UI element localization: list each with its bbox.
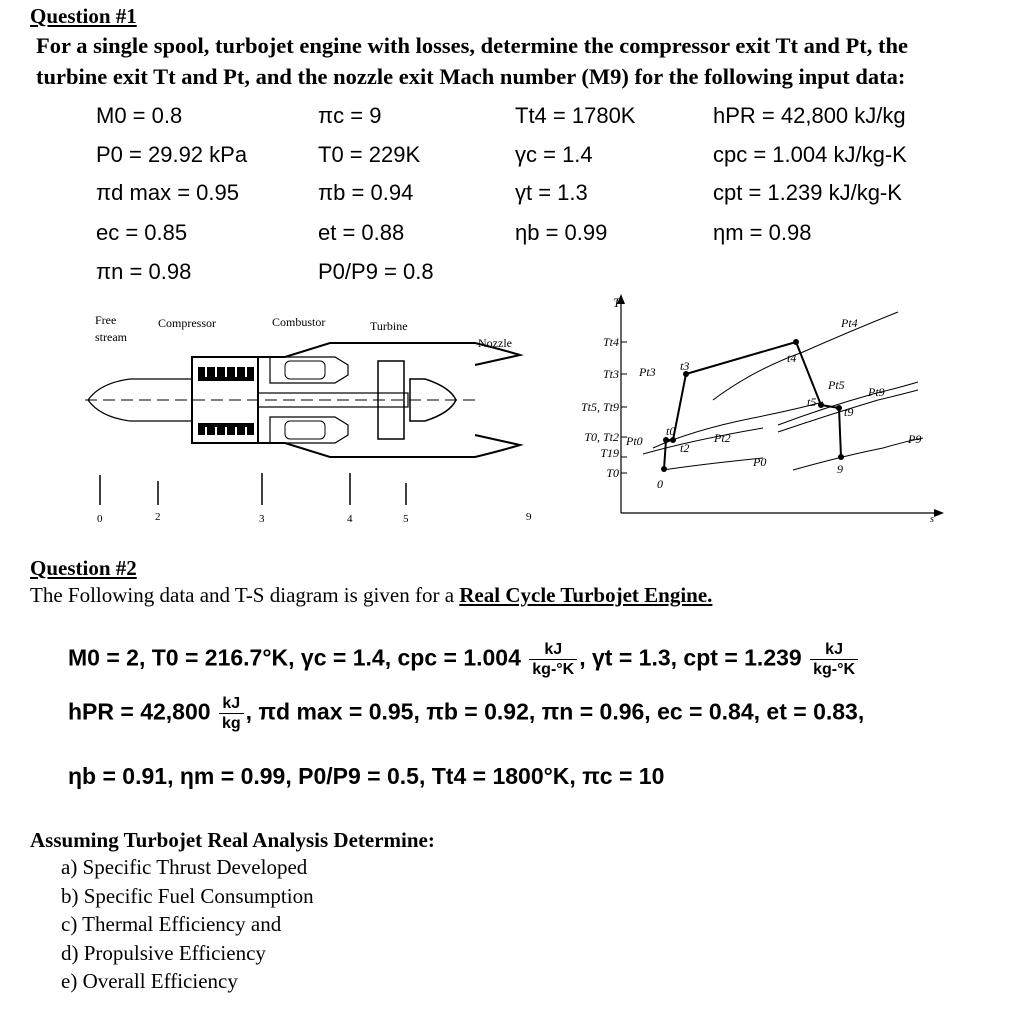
q1-heading: Question #1: [30, 4, 137, 28]
param: P0/P9 = 0.8: [318, 259, 434, 284]
y-label-t19: T19: [600, 446, 619, 460]
label-free: Free: [95, 313, 117, 327]
param: P0 = 29.92 kPa: [96, 142, 248, 167]
combustor-liner-lower: [285, 421, 325, 439]
list-item: d) Propulsive Efficiency: [61, 940, 266, 965]
y-label-tt3: Tt3: [602, 367, 619, 381]
t-axis-label: T: [613, 295, 621, 310]
eq2-part-b: , πd max = 0.95, πb = 0.92, πn = 0.96, ec = 0.84, et = 0.83,: [245, 698, 865, 725]
label-stream: stream: [95, 330, 127, 344]
nacelle-lower: [192, 435, 520, 457]
param: cpc = 1.004 kJ/kg-K: [713, 142, 907, 167]
station-4: 4: [347, 513, 353, 525]
param: M0 = 0.8: [96, 103, 183, 128]
fraction-den: kg: [221, 715, 241, 732]
eq1-part-b: , γt = 1.3, cpt = 1.239: [579, 644, 802, 671]
station-2: 2: [155, 511, 161, 523]
param: πb = 0.94: [318, 180, 414, 205]
param: Tt4 = 1780K: [515, 103, 636, 128]
q2-equation-line-2: [68, 694, 864, 733]
param: πc = 9: [318, 103, 382, 128]
t-s-diagram: [553, 290, 948, 522]
param: cpt = 1.239 kJ/kg-K: [713, 180, 902, 205]
q2-intro-bold: Real Cycle Turbojet Engine.: [459, 583, 713, 607]
cycle-t3-t4: [686, 342, 796, 374]
fraction-num: kJ: [219, 694, 244, 714]
param: T0 = 229K: [318, 142, 421, 167]
label-turbine: Turbine: [370, 319, 408, 333]
point-t9: t9: [844, 405, 854, 419]
station-3: 3: [259, 513, 265, 525]
point-t4: t4: [787, 351, 797, 365]
s-axis-label: s: [930, 514, 934, 522]
q2-assume-heading: Assuming Turbojet Real Analysis Determine:: [30, 828, 435, 852]
q1-line-1: For a single spool, turbojet engine with losses, determine the compressor exit Tt and Pt, the: [36, 33, 909, 58]
fraction-num: kJ: [810, 640, 858, 660]
isobar-label-pt4: Pt4: [841, 316, 858, 330]
param: πd max = 0.95: [96, 180, 239, 205]
fraction-kj-kgk: [529, 640, 577, 679]
param: γc = 1.4: [515, 142, 593, 167]
fraction-kj-kgk: [810, 640, 858, 679]
param: et = 0.88: [318, 220, 405, 245]
label-nozzle: Nozzle: [478, 336, 512, 350]
q2-intro-text: The Following data and T-S diagram is given for a: [30, 583, 455, 607]
point-t5: t5: [807, 395, 817, 409]
list-item: c) Thermal Efficiency and: [61, 912, 282, 936]
q2-intro: [30, 583, 712, 608]
point-0: 0: [657, 477, 663, 491]
y-label-tt5-tt9: Tt5, Tt9: [580, 400, 619, 414]
nacelle-upper: [192, 343, 520, 365]
y-label-t0-tt2: T0, Tt2: [584, 430, 619, 444]
param: ec = 0.85: [96, 220, 188, 245]
point-9: 9: [837, 462, 843, 476]
point-t3: t3: [680, 359, 690, 373]
q2-heading: Question #2: [30, 556, 137, 580]
s-axis-arrow: [934, 509, 944, 517]
param: γt = 1.3: [515, 180, 588, 205]
label-compressor: Compressor: [158, 316, 216, 330]
point-t2: t2: [680, 441, 690, 455]
fraction-den: kg-°K: [532, 661, 575, 678]
isobar-label-pt2: Pt2: [714, 431, 731, 445]
param: ηb = 0.99: [515, 220, 608, 245]
turbojet-engine-diagram: [80, 305, 550, 527]
shaft: [258, 393, 408, 407]
isobar-p0: [663, 458, 763, 470]
q2-equation-line-3: ηb = 0.91, ηm = 0.99, P0/P9 = 0.5, Tt4 = 1800°K, πc = 10: [68, 763, 665, 789]
param: ηm = 0.98: [713, 220, 812, 245]
q1-text: [36, 30, 1021, 92]
cycle-t9-9: [839, 408, 841, 457]
isobar-label-p9: P9: [908, 432, 922, 446]
eq2-part-a: hPR = 42,800: [68, 698, 211, 725]
cycle-0-t0: [664, 440, 666, 469]
q1-line-2: turbine exit Tt and Pt, and the nozzle exit Mach number (M9) for the following input data:: [36, 64, 906, 89]
eq1-part-a: M0 = 2, T0 = 216.7°K, γc = 1.4, cpc = 1.004: [68, 644, 521, 671]
isobar-p9: [793, 438, 923, 470]
y-label-tt4: Tt4: [602, 335, 619, 349]
list-item: e) Overall Efficiency: [61, 969, 238, 993]
station-9: 9: [526, 511, 532, 523]
fraction-kj-kg: [219, 694, 244, 733]
isobar-pt2: [643, 428, 763, 454]
param: πn = 0.98: [96, 259, 192, 284]
point-t0: t0: [666, 424, 676, 438]
fraction-den: kg-°K: [813, 661, 856, 678]
label-combustor: Combustor: [272, 315, 326, 329]
q2-question-list: [61, 853, 314, 996]
isobar-label-pt0: Pt0: [626, 434, 643, 448]
fraction-num: kJ: [529, 640, 577, 660]
list-item: a) Specific Thrust Developed: [61, 855, 308, 879]
isobar-label-p0: P0: [753, 455, 767, 469]
isobar-label-pt3: Pt3: [639, 365, 656, 379]
isobar-label-pt9: Pt9: [868, 385, 885, 399]
station-5: 5: [403, 513, 409, 525]
isobar-label-pt5: Pt5: [828, 378, 845, 392]
param: hPR = 42,800 kJ/kg: [713, 103, 906, 128]
list-item: b) Specific Fuel Consumption: [61, 883, 314, 908]
q2-equation-line-1: [68, 640, 860, 679]
y-label-t0: T0: [606, 466, 619, 480]
combustor-liner-upper: [285, 361, 325, 379]
station-0: 0: [97, 513, 103, 525]
